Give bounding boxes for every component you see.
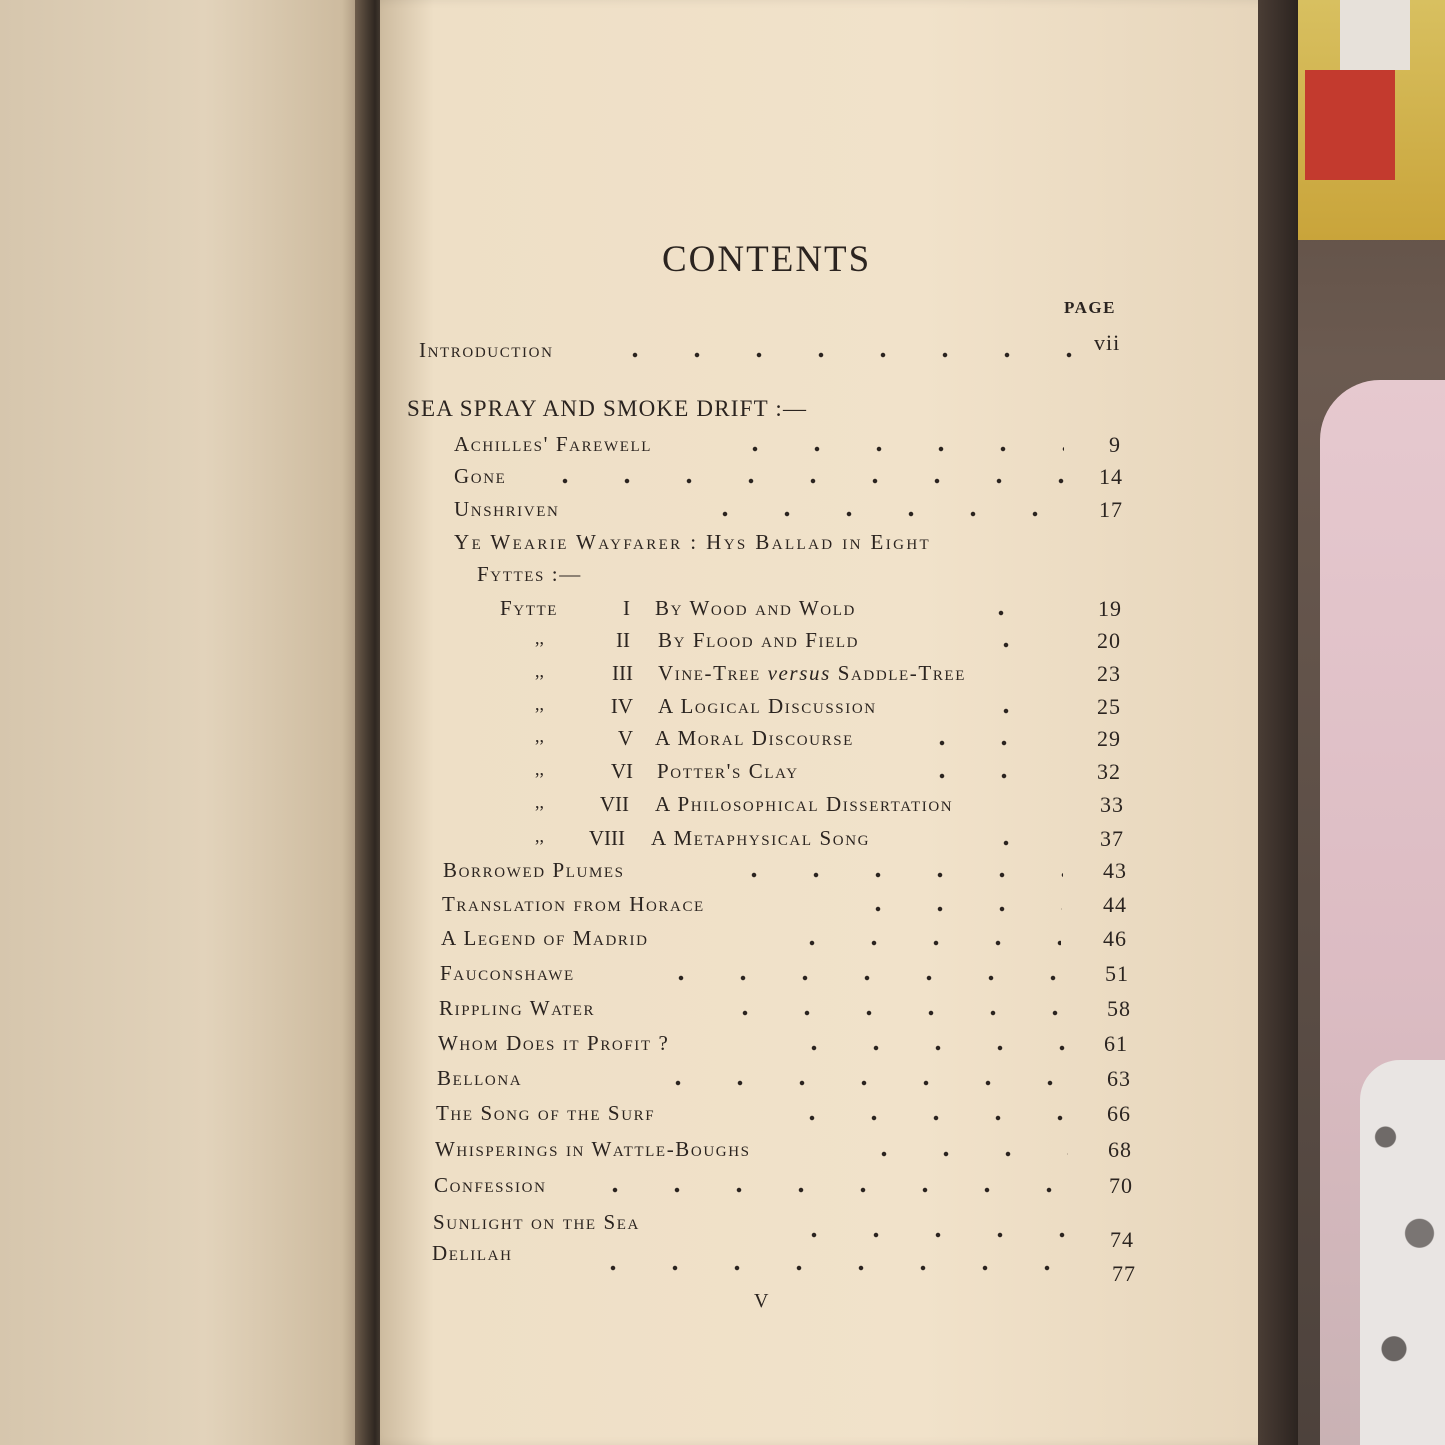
toc-entry-ballad xyxy=(454,530,1134,560)
dot-leader xyxy=(1040,806,1060,812)
toc-entry-page: 25 xyxy=(1097,694,1121,719)
toc-entry xyxy=(439,996,1139,1026)
toc-entry xyxy=(432,1241,1139,1286)
toc-entry xyxy=(435,1137,1140,1167)
toc-entry-label: Gone xyxy=(454,464,507,488)
left-page xyxy=(0,0,372,1445)
fytte-numeral: VIII xyxy=(588,826,625,850)
toc-entry-ballad-continued xyxy=(477,562,777,592)
toc-entry-page: 51 xyxy=(1105,961,1129,986)
fytte-title: By Wood and Wold xyxy=(655,596,856,620)
toc-entry-page: 20 xyxy=(1097,628,1121,653)
book-cover-edge xyxy=(1258,0,1298,1445)
toc-entry-page: 9 xyxy=(1109,432,1121,457)
toc-fytte xyxy=(535,628,1135,658)
ditto-mark: ,, xyxy=(535,726,544,746)
toc-entry-label: Delilah xyxy=(432,1241,513,1265)
dot-leader xyxy=(781,940,1061,946)
toc-entry-label: Fauconshawe xyxy=(440,961,575,985)
dot-leader xyxy=(783,1045,1068,1051)
toc-entry-page: 58 xyxy=(1107,996,1131,1021)
background-box-label xyxy=(1305,70,1395,180)
toc-entry-page: 74 xyxy=(1110,1227,1134,1252)
toc-fytte xyxy=(535,759,1135,789)
toc-entry-label: Achilles' Farewell xyxy=(454,432,652,456)
background-blanket-pattern xyxy=(1360,1060,1445,1445)
toc-entry xyxy=(442,892,1142,922)
toc-entry xyxy=(441,926,1141,956)
fytte-title: A Logical Discussion xyxy=(658,694,877,718)
toc-entry xyxy=(438,1031,1138,1061)
toc-entry-page: 23 xyxy=(1097,661,1121,686)
dot-leader xyxy=(970,610,1060,616)
toc-entry-page: 70 xyxy=(1109,1173,1133,1198)
toc-fytte xyxy=(535,826,1135,856)
ditto-mark: ,, xyxy=(535,792,544,812)
fytte-numeral: VII xyxy=(599,792,629,816)
dot-leader xyxy=(975,642,1065,648)
toc-entry-page: 68 xyxy=(1108,1137,1132,1162)
toc-entry-label: Whisperings in Wattle-Boughs xyxy=(435,1137,751,1161)
fytte-numeral: I xyxy=(623,596,630,620)
toc-entry-label: Rippling Water xyxy=(439,996,596,1020)
toc-entry xyxy=(434,1173,1139,1203)
ditto-mark: ,, xyxy=(535,661,544,681)
toc-entry xyxy=(437,1066,1137,1096)
toc-entry xyxy=(454,497,1134,527)
contents-title: CONTENTS xyxy=(662,239,872,280)
toc-entry xyxy=(443,858,1143,888)
toc-entry-page: 19 xyxy=(1098,596,1122,621)
toc-entry xyxy=(436,1101,1136,1131)
page-column-heading: PAGE xyxy=(1064,298,1116,317)
toc-entry xyxy=(433,1210,1139,1252)
dot-leader xyxy=(647,1080,1067,1086)
dot-leader xyxy=(534,478,1064,484)
toc-fytte xyxy=(535,792,1135,822)
ditto-mark: ,, xyxy=(535,628,544,648)
toc-entry-label: Borrowed Plumes xyxy=(443,858,625,882)
dot-leader xyxy=(724,446,1064,452)
dot-leader xyxy=(783,1232,1068,1238)
toc-entry xyxy=(440,961,1140,991)
toc-entry-label: Sunlight on the Sea xyxy=(433,1210,640,1234)
toc-entry xyxy=(454,464,1134,494)
dot-leader xyxy=(714,1010,1064,1016)
toc-entry-label: Ye Wearie Wayfarer : Hys Ballad in Eight xyxy=(454,530,932,554)
toc-entry-page: 17 xyxy=(1099,497,1123,522)
fytte-title: A Philosophical Dissertation xyxy=(655,792,954,816)
fytte-numeral: IV xyxy=(610,694,633,718)
dot-leader xyxy=(584,1187,1069,1193)
dot-leader xyxy=(723,872,1063,878)
fytte-numeral: III xyxy=(612,661,633,685)
toc-entry-label: Whom Does it Profit ? xyxy=(438,1031,670,1055)
section-title: SEA SPRAY AND SMOKE DRIFT :— xyxy=(407,396,808,421)
toc-entry-label: Introduction xyxy=(419,338,554,362)
toc-entry-page: 46 xyxy=(1103,926,1127,951)
dot-leader xyxy=(781,1115,1066,1121)
dot-leader xyxy=(604,352,1074,358)
toc-fytte xyxy=(535,726,1135,756)
fytte-title: Vine-Tree versus Saddle-Tree xyxy=(658,661,966,685)
dot-leader xyxy=(582,1265,1072,1271)
fytte-numeral: VI xyxy=(610,759,633,783)
fytte-numeral: II xyxy=(616,628,630,652)
dot-leader xyxy=(911,740,1061,746)
fytte-prefix: Fytte xyxy=(500,596,558,620)
fytte-title: By Flood and Field xyxy=(658,628,860,652)
dot-leader xyxy=(975,708,1065,714)
toc-entry-page: vii xyxy=(1094,330,1121,355)
dot-leader xyxy=(650,975,1065,981)
ditto-mark: ,, xyxy=(535,694,544,714)
dot-leader xyxy=(847,906,1062,912)
toc-entry-page: 29 xyxy=(1097,726,1121,751)
toc-entry xyxy=(454,432,1134,462)
toc-fytte xyxy=(535,661,1135,691)
fytte-title: A Metaphysical Song xyxy=(651,826,871,850)
toc-entry-page: 61 xyxy=(1104,1031,1128,1056)
page-number: V xyxy=(754,1290,769,1312)
toc-entry-page: 43 xyxy=(1103,858,1127,883)
toc-entry-page: 37 xyxy=(1100,826,1124,851)
toc-entry-page: 63 xyxy=(1107,1066,1131,1091)
fytte-title: Potter's Clay xyxy=(657,759,799,783)
toc-entry-page: 77 xyxy=(1112,1261,1136,1286)
toc-entry-page: 33 xyxy=(1100,792,1124,817)
dot-leader xyxy=(694,511,1064,517)
fytte-title: A Moral Discourse xyxy=(655,726,854,750)
toc-entry-label: Unshriven xyxy=(454,497,560,521)
toc-entry-page: 44 xyxy=(1103,892,1127,917)
toc-entry-page: 66 xyxy=(1107,1101,1131,1126)
toc-entry-label: Bellona xyxy=(437,1066,523,1090)
toc-entry-page: 14 xyxy=(1099,464,1123,489)
dot-leader xyxy=(911,773,1061,779)
background-paper xyxy=(1340,0,1410,70)
fytte-numeral: V xyxy=(617,726,633,750)
toc-entry-label: The Song of the Surf xyxy=(436,1101,656,1125)
toc-entry-label: Fyttes :— xyxy=(477,562,582,586)
toc-entry-label: Translation from Horace xyxy=(442,892,705,916)
ditto-mark: ,, xyxy=(535,826,544,846)
dot-leader xyxy=(1040,675,1060,681)
dot-leader xyxy=(853,1151,1068,1157)
toc-fytte xyxy=(500,596,1134,626)
toc-entry-introduction xyxy=(419,330,1134,368)
toc-entry-label: A Legend of Madrid xyxy=(441,926,649,950)
toc-entry-label: Confession xyxy=(434,1173,547,1197)
ditto-mark: ,, xyxy=(535,759,544,779)
toc-fytte xyxy=(535,694,1135,724)
toc-entry-page: 32 xyxy=(1097,759,1121,784)
dot-leader xyxy=(975,840,1065,846)
